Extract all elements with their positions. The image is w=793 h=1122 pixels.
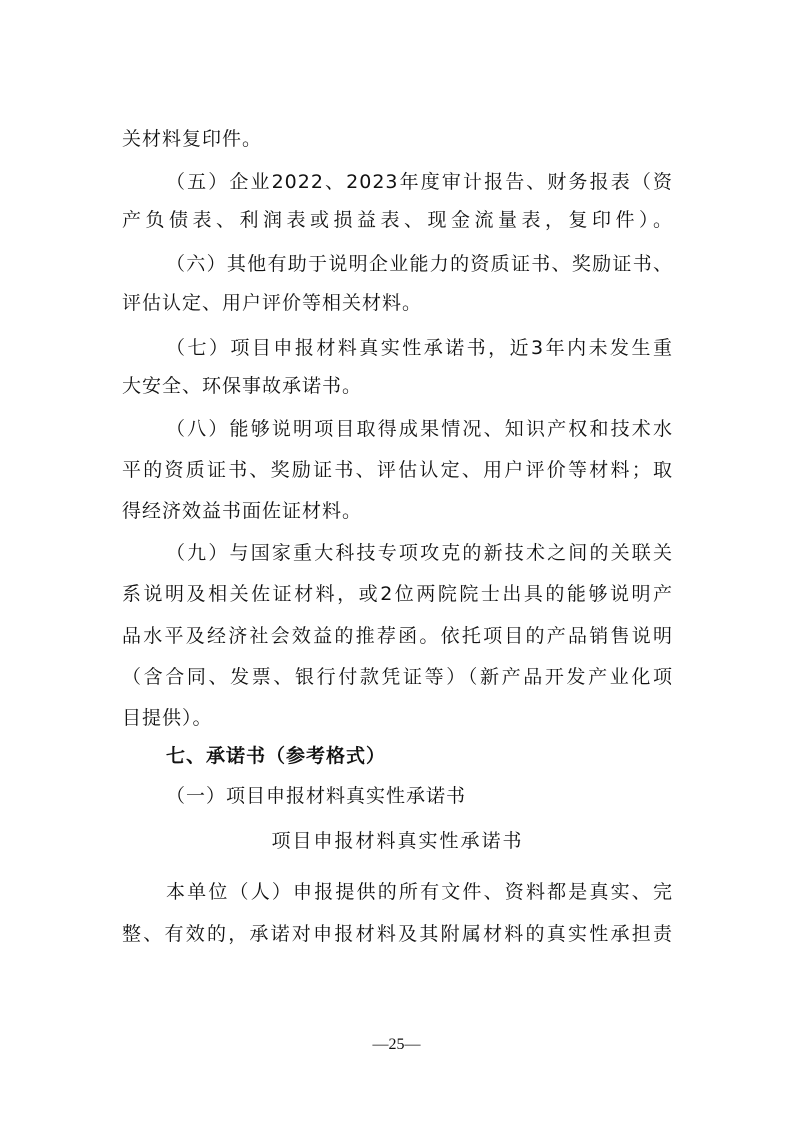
body-line: 平的资质证书、奖励证书、评估认定、用户评价等材料；取 [122, 459, 673, 481]
body-line: 品水平及经济社会效益的推荐函。依托项目的产品销售说明 [122, 625, 673, 647]
body-line: （含合同、发票、银行付款凭证等）（新产品开发产业化项 [122, 666, 673, 688]
body-line: 系说明及相关佐证材料，或2位两院院士出具的能够说明产 [122, 583, 673, 605]
subsection-heading: （一）项目申报材料真实性承诺书 [166, 785, 467, 807]
commitment-title: 项目申报材料真实性承诺书 [271, 830, 524, 852]
body-line: 评估认定、用户评价等相关材料。 [122, 292, 423, 314]
section-heading: 七、承诺书（参考格式） [166, 745, 387, 767]
body-line: 目提供）。 [122, 707, 213, 729]
body-line: （五）企业2022、2023年度审计报告、财务报表（资 [166, 171, 673, 193]
body-line: 产负债表、利润表或损益表、现金流量表，复印件）。 [122, 209, 673, 231]
body-line: 得经济效益书面佐证材料。 [122, 500, 363, 522]
body-line: （六）其他有助于说明企业能力的资质证书、奖励证书、 [166, 253, 673, 275]
body-line: 大安全、环保事故承诺书。 [122, 375, 363, 397]
body-line: （七）项目申报材料真实性承诺书，近3年内未发生重 [166, 337, 673, 359]
body-line: （八）能够说明项目取得成果情况、知识产权和技术水 [166, 418, 673, 440]
commitment-line: 整、有效的，承诺对申报材料及其附属材料的真实性承担责 [122, 923, 673, 945]
commitment-line: 本单位（人）申报提供的所有文件、资料都是真实、完 [166, 881, 673, 903]
body-line: 关材料复印件。 [122, 128, 263, 150]
page-number: —25— [372, 1036, 421, 1053]
body-line: （九）与国家重大科技专项攻克的新技术之间的关联关 [166, 542, 673, 564]
